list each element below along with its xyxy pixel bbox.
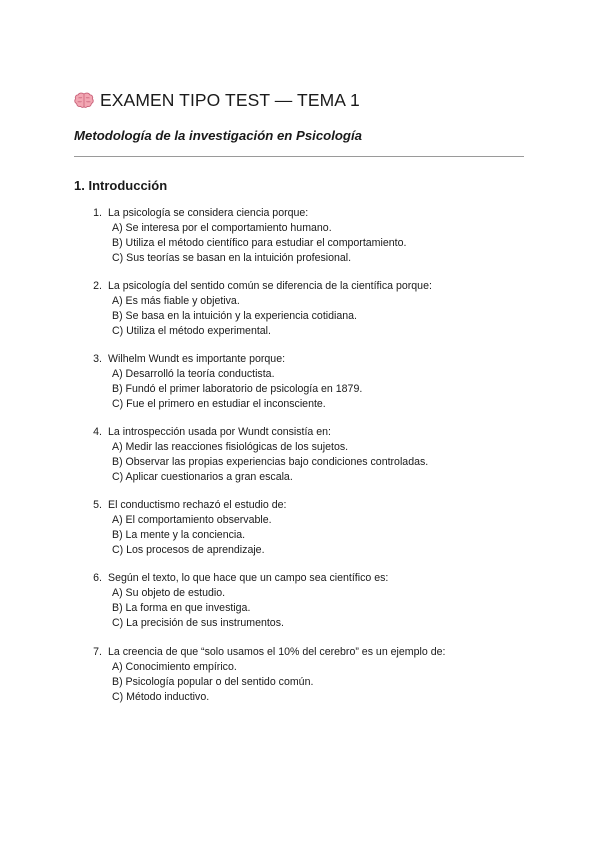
question-number: 1. — [93, 207, 102, 219]
question-text: La psicología del sentido común se diferencia de la científica porque: — [108, 280, 432, 292]
option-b: B) Fundó el primer laboratorio de psicología en 1879. — [112, 383, 363, 395]
option-a: A) Su objeto de estudio. — [112, 587, 226, 599]
question-text: El conductismo rechazó el estudio de: — [108, 499, 287, 511]
option-a: A) El comportamiento observable. — [112, 514, 272, 526]
option-c: C) Fue el primero en estudiar el inconsciente. — [112, 398, 326, 410]
option-c: C) Aplicar cuestionarios a gran escala. — [112, 471, 293, 483]
option-a: A) Medir las reacciones fisiológicas de los sujetos. — [112, 441, 349, 453]
option-b: B) Se basa en la intuición y la experiencia cotidiana. — [112, 310, 357, 322]
brain-icon — [74, 92, 94, 109]
option-c: C) La precisión de sus instrumentos. — [112, 617, 284, 629]
option-c: C) Sus teorías se basan en la intuición profesional. — [112, 252, 352, 264]
option-a: A) Desarrolló la teoría conductista. — [112, 368, 275, 380]
question-number: 2. — [93, 280, 102, 292]
question-3 — [0, 353, 600, 423]
question-number: 7. — [93, 646, 102, 658]
option-c: C) Los procesos de aprendizaje. — [112, 544, 265, 556]
question-5 — [0, 499, 600, 569]
option-c: C) Utiliza el método experimental. — [112, 325, 271, 337]
divider — [74, 156, 524, 157]
title-text: EXAMEN TIPO TEST — TEMA 1 — [100, 90, 360, 110]
question-number: 4. — [93, 426, 102, 438]
section-heading: 1. Introducción — [74, 178, 168, 193]
option-b: B) Observar las propias experiencias bajo condiciones controladas. — [112, 456, 429, 468]
option-a: A) Conocimiento empírico. — [112, 661, 237, 673]
question-4 — [0, 426, 600, 496]
question-number: 6. — [93, 572, 102, 584]
question-6 — [0, 572, 600, 642]
subtitle: Metodología de la investigación en Psicología — [74, 128, 362, 143]
question-7 — [0, 646, 600, 716]
question-text: La introspección usada por Wundt consistía en: — [108, 426, 331, 438]
option-b: B) Psicología popular o del sentido común. — [112, 676, 314, 688]
option-a: A) Se interesa por el comportamiento humano. — [112, 222, 332, 234]
option-a: A) Es más fiable y objetiva. — [112, 295, 240, 307]
question-text: La creencia de que “solo usamos el 10% del cerebro” es un ejemplo de: — [108, 646, 446, 658]
option-b: B) La forma en que investiga. — [112, 602, 251, 614]
page-title — [74, 90, 360, 111]
question-text: Según el texto, lo que hace que un campo sea científico es: — [108, 572, 389, 584]
question-text: Wilhelm Wundt es importante porque: — [108, 353, 286, 365]
option-c: C) Método inductivo. — [112, 691, 210, 703]
question-text: La psicología se considera ciencia porque: — [108, 207, 309, 219]
question-number: 3. — [93, 353, 102, 365]
question-1 — [0, 207, 600, 277]
option-b: B) Utiliza el método científico para estudiar el comportamiento. — [112, 237, 407, 249]
option-b: B) La mente y la conciencia. — [112, 529, 246, 541]
question-number: 5. — [93, 499, 102, 511]
question-2 — [0, 280, 600, 350]
